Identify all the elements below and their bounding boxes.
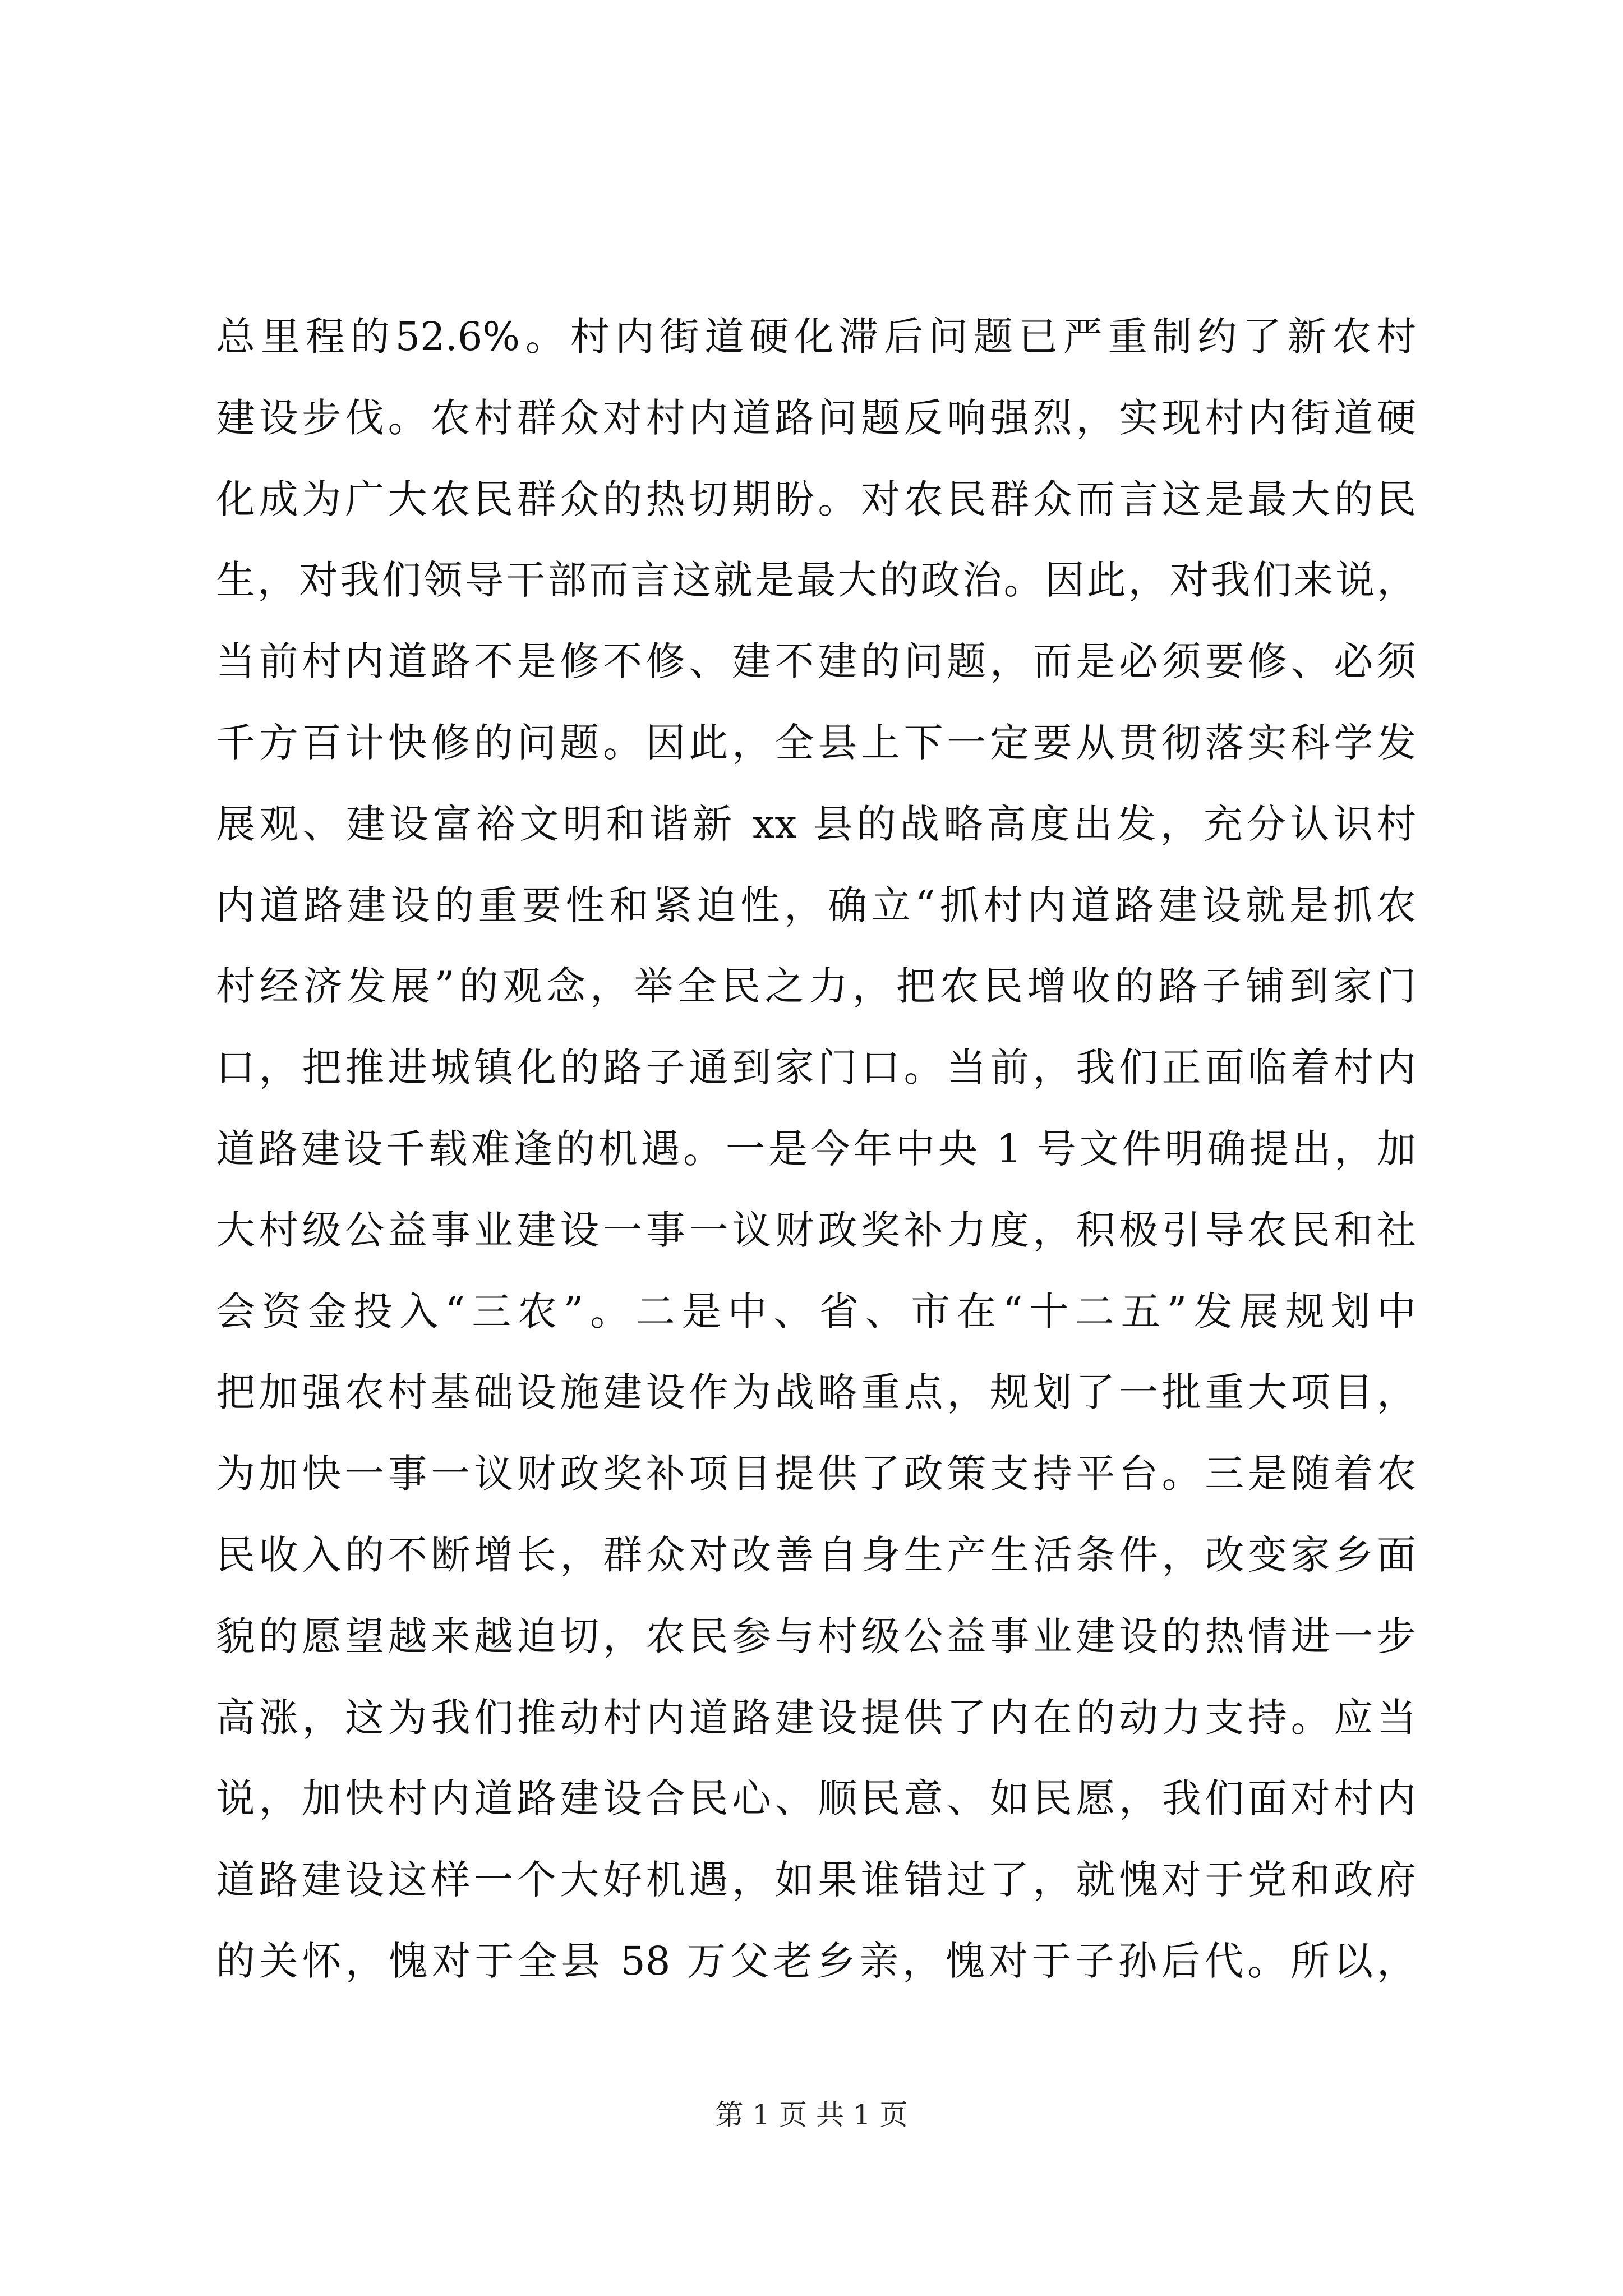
text-line: 化成为广大农民群众的热切期盼。对农民群众而言这是最大的民 — [216, 476, 1416, 522]
text-line: 把加强农村基础设施建设作为战略重点，规划了一批重大项目， — [216, 1369, 1416, 1416]
text-line: 貌的愿望越来越迫切，农民参与村级公益事业建设的热情进一步 — [216, 1613, 1416, 1659]
text-line: 的关怀，愧对于全县 58 万父老乡亲，愧对于子孙后代。所以， — [216, 1938, 1416, 1984]
text-line: 内道路建设的重要性和紧迫性，确立“抓村内道路建设就是抓农 — [216, 882, 1416, 928]
text-line: 当前村内道路不是修不修、建不建的问题，而是必须要修、必须 — [216, 638, 1416, 685]
text-line: 生，对我们领导干部而言这就是最大的政治。因此，对我们来说， — [216, 557, 1416, 604]
text-line: 展观、建设富裕文明和谐新 xx 县的战略高度出发，充分认识村 — [216, 800, 1416, 847]
text-line: 总里程的52.6%。村内街道硬化滞后问题已严重制约了新农村 — [216, 314, 1416, 360]
text-line: 建设步伐。农村群众对村内道路问题反响强烈，实现村内街道硬 — [216, 394, 1416, 441]
text-line: 道路建设这样一个大好机遇，如果谁错过了，就愧对于党和政府 — [216, 1857, 1416, 1903]
text-line: 口，把推进城镇化的路子通到家门口。当前，我们正面临着村内 — [216, 1045, 1416, 1091]
text-line: 千方百计快修的问题。因此，全县上下一定要从贯彻落实科学发 — [216, 719, 1416, 766]
text-line: 民收入的不断增长，群众对改善自身生产生活条件，改变家乡面 — [216, 1531, 1416, 1578]
text-line: 村经济发展”的观念，举全民之力，把农民增收的路子铺到家门 — [216, 963, 1416, 1010]
text-line: 说，加快村内道路建设合民心、顺民意、如民愿，我们面对村内 — [216, 1775, 1416, 1822]
text-line: 大村级公益事业建设一事一议财政奖补力度，积极引导农民和社 — [216, 1207, 1416, 1253]
page-footer: 第 1 页 共 1 页 — [715, 2099, 908, 2131]
text-line: 会资金投入“三农”。二是中、省、市在“十二五”发展规划中 — [216, 1288, 1416, 1335]
body-text — [216, 296, 1416, 2002]
text-line: 为加快一事一议财政奖补项目提供了政策支持平台。三是随着农 — [216, 1451, 1416, 1497]
text-line: 道路建设千载难逢的机遇。一是今年中央 1 号文件明确提出，加 — [216, 1125, 1416, 1172]
text-line: 高涨，这为我们推动村内道路建设提供了内在的动力支持。应当 — [216, 1694, 1416, 1741]
